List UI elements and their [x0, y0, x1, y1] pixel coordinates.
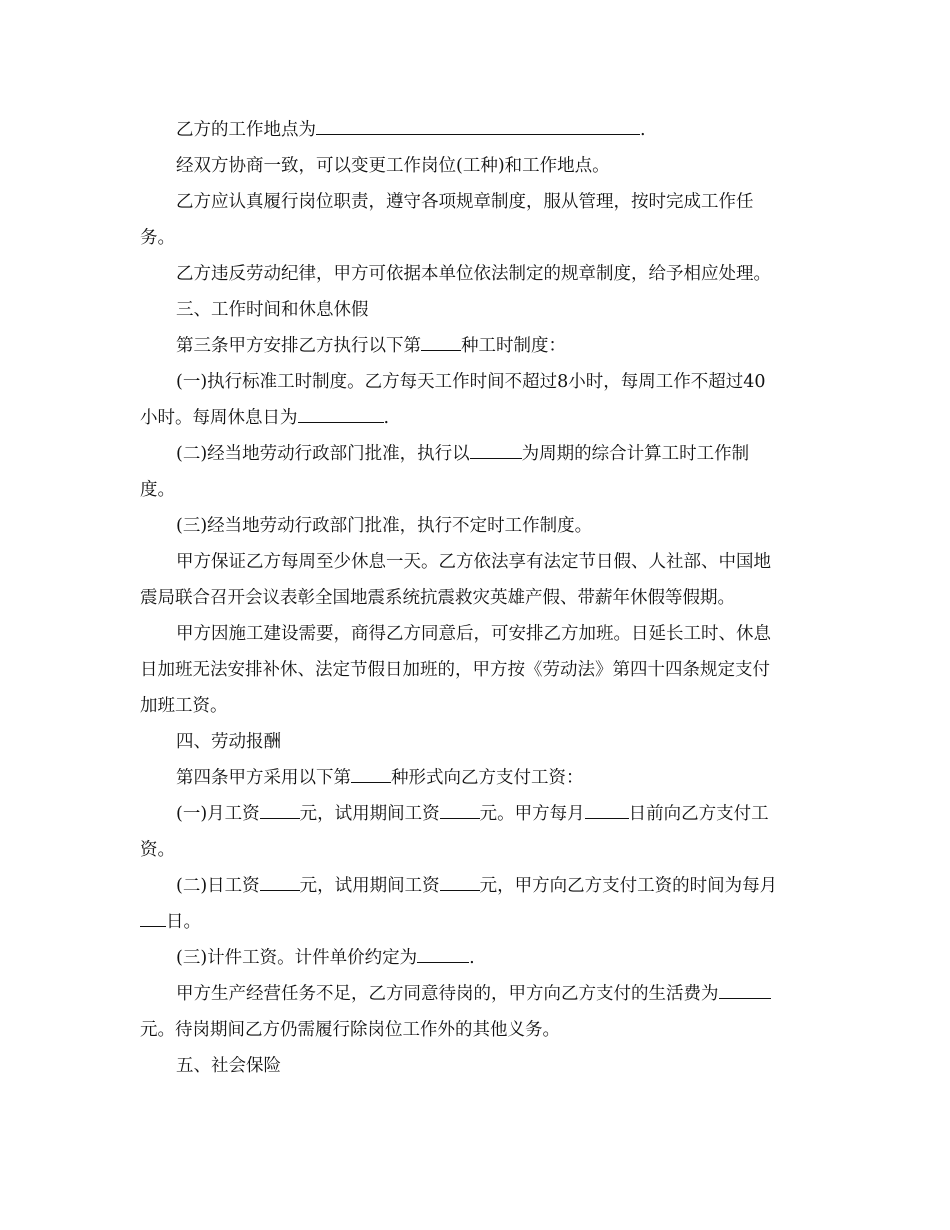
paragraph-text: 种形式向乙方支付工资：	[391, 768, 584, 788]
paragraph	[140, 616, 812, 652]
paragraph-continuation	[140, 688, 812, 724]
paragraph-text: 元，甲方向乙方支付工资的时间为每月	[479, 876, 778, 896]
paragraph-text: 乙方应认真履行岗位职责，遵守各项规章制度，服从管理，按时完成工作任	[176, 192, 754, 212]
paragraph-text: (二)经当地劳动行政部门批准，执行以	[176, 444, 470, 464]
paragraph-text: (一)执行标准工时制度。乙方每天工作时间不超过8小时，每周工作不超过40	[176, 372, 766, 392]
paragraph	[140, 796, 812, 832]
fill-blank	[140, 906, 166, 927]
paragraph-text: (三)经当地劳动行政部门批准，执行不定时工作制度。	[176, 516, 593, 536]
fill-blank	[260, 798, 300, 819]
paragraph-continuation	[140, 832, 812, 868]
paragraph-text: 甲方因施工建设需要，商得乙方同意后，可安排乙方加班。日延长工时、休息	[176, 624, 771, 644]
fill-blank	[440, 798, 480, 819]
section-heading	[140, 292, 812, 328]
fill-blank	[585, 798, 629, 819]
paragraph-text: 种工时制度：	[461, 336, 566, 356]
paragraph-text: 经双方协商一致，可以变更工作岗位(工种)和工作地点。	[176, 156, 610, 176]
paragraph	[140, 760, 812, 796]
paragraph-continuation	[140, 1012, 812, 1048]
paragraph-text: 甲方生产经营任务不足，乙方同意待岗的，甲方向乙方支付的生活费为	[176, 984, 719, 1004]
section-heading-text: 四、劳动报酬	[176, 732, 281, 752]
paragraph-text: (三)计件工资。计件单价约定为	[176, 948, 418, 968]
paragraph	[140, 868, 812, 904]
fill-blank	[719, 978, 771, 999]
paragraph-continuation	[140, 904, 812, 940]
fill-blank	[470, 438, 522, 459]
paragraph-text: (二)日工资	[176, 876, 260, 896]
paragraph-text: 乙方的工作地点为	[176, 120, 316, 140]
fill-blank	[298, 402, 384, 423]
section-heading-text: 五、社会保险	[176, 1056, 281, 1076]
paragraph-text: 务。	[140, 228, 175, 248]
paragraph-text: 日加班无法安排补休、法定节假日加班的，甲方按《劳动法》第四十四条规定支付	[140, 660, 770, 680]
section-heading	[140, 724, 812, 760]
paragraph-text: 为周期的综合计算工时工作制	[521, 444, 750, 464]
fill-blank	[351, 762, 391, 783]
paragraph-text: .	[469, 948, 475, 968]
paragraph-text: 日前向乙方支付工	[628, 804, 769, 824]
paragraph-text: 乙方违反劳动纪律，甲方可依据本单位依法制定的规章制度，给予相应处理。	[176, 264, 771, 284]
fill-blank	[421, 330, 461, 351]
paragraph-text: 度。	[140, 480, 175, 500]
paragraph	[140, 544, 812, 580]
paragraph-text: 第四条甲方采用以下第	[176, 768, 351, 788]
paragraph-text: 小时。每周休息日为	[140, 408, 298, 428]
paragraph	[140, 508, 812, 544]
paragraph-continuation	[140, 400, 812, 436]
fill-blank	[260, 870, 300, 891]
section-heading	[140, 1048, 812, 1084]
fill-blank	[440, 870, 480, 891]
paragraph-text: 元。甲方每月	[479, 804, 585, 824]
paragraph	[140, 112, 812, 148]
paragraph-text: 加班工资。	[140, 696, 228, 716]
paragraph-text: 震局联合召开会议表彰全国地震系统抗震救灾英雄产假、带薪年休假等假期。	[140, 588, 735, 608]
paragraph	[140, 256, 812, 292]
paragraph-text: 资。	[140, 840, 175, 860]
paragraph-continuation	[140, 652, 812, 688]
paragraph-text: .	[640, 120, 646, 140]
paragraph-continuation	[140, 220, 812, 256]
paragraph-text: 元，试用期间工资	[299, 804, 440, 824]
document-body	[140, 112, 812, 1084]
paragraph	[140, 436, 812, 472]
paragraph	[140, 976, 812, 1012]
fill-blank	[316, 114, 640, 135]
paragraph	[140, 328, 812, 364]
paragraph	[140, 364, 812, 400]
paragraph	[140, 940, 812, 976]
paragraph-text: 第三条甲方安排乙方执行以下第	[176, 336, 421, 356]
paragraph-text: 元。待岗期间乙方仍需履行除岗位工作外的其他义务。	[140, 1020, 560, 1040]
paragraph-text: .	[383, 408, 390, 428]
paragraph-text: 元，试用期间工资	[299, 876, 440, 896]
paragraph-text: 日。	[166, 912, 201, 932]
paragraph	[140, 184, 812, 220]
paragraph-continuation	[140, 580, 812, 616]
paragraph-text: 甲方保证乙方每周至少休息一天。乙方依法享有法定节日假、人社部、中国地	[176, 552, 771, 572]
fill-blank	[417, 942, 469, 963]
paragraph-continuation	[140, 472, 812, 508]
paragraph	[140, 148, 812, 184]
paragraph-text: (一)月工资	[176, 804, 260, 824]
section-heading-text: 三、工作时间和休息休假	[176, 300, 369, 320]
